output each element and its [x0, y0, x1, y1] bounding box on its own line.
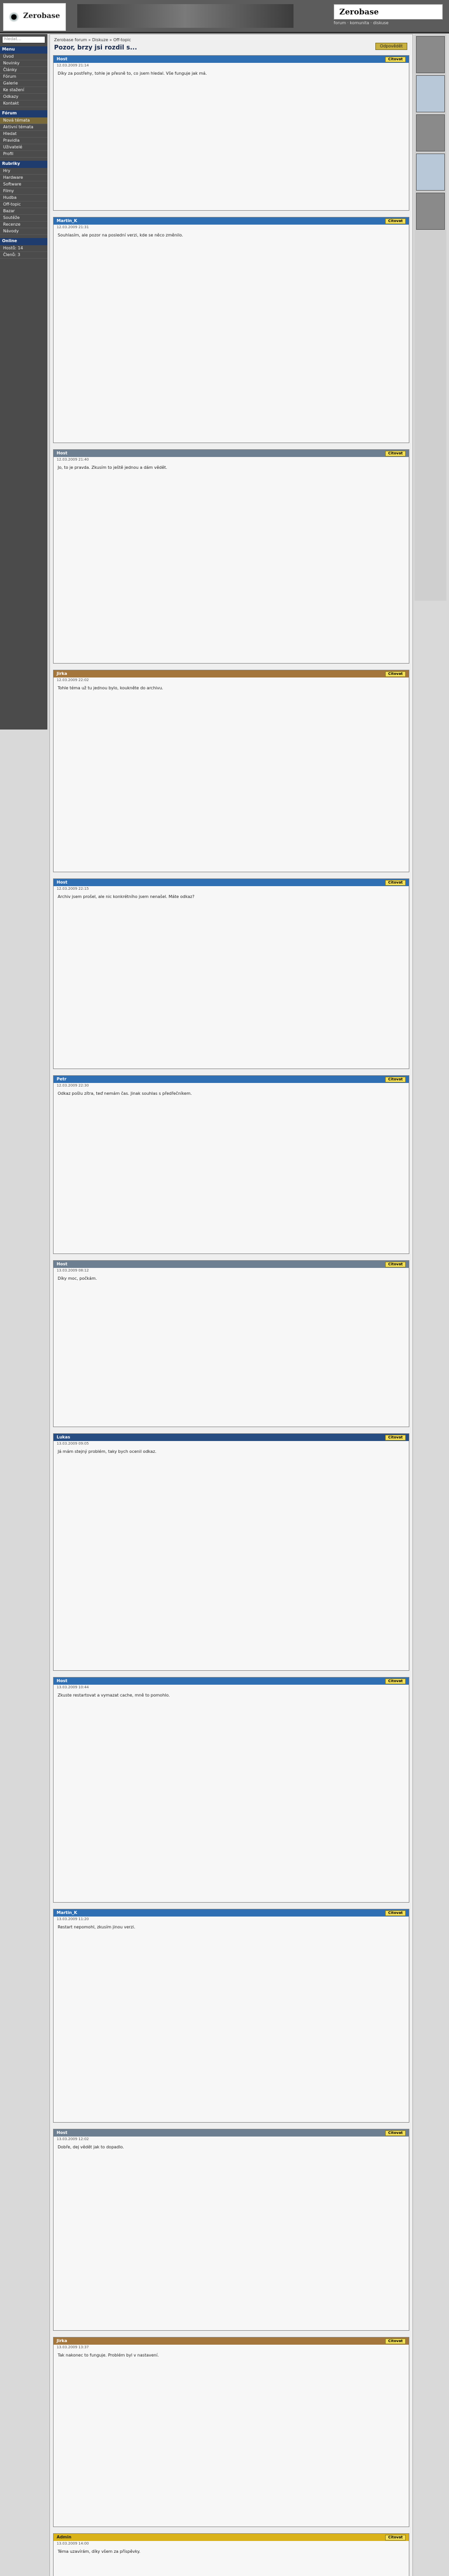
nav-section-title: Fórum — [0, 110, 47, 117]
nav-item[interactable]: Fórum — [0, 74, 47, 80]
post-header — [54, 1434, 409, 1441]
post-text: Archiv jsem prošel, ale nic konkrétního jsem nenašel. Máte odkaz? — [58, 894, 195, 899]
nav-item[interactable]: Recenze — [0, 222, 47, 228]
post-author[interactable]: Martin_K — [57, 218, 77, 223]
forum-post — [53, 1909, 409, 2123]
quote-button[interactable]: Citovat — [385, 1262, 406, 1267]
quote-button[interactable]: Citovat — [385, 2338, 406, 2344]
quote-button[interactable]: Citovat — [385, 1077, 406, 1082]
post-date: 13.03.2009 13:37 — [57, 2345, 89, 2349]
nav-item[interactable]: Články — [0, 67, 47, 74]
post-author[interactable]: Host — [57, 2130, 67, 2135]
quote-button[interactable]: Citovat — [385, 880, 406, 886]
sidebar-banner[interactable] — [416, 75, 445, 112]
post-date: 12.03.2009 21:40 — [57, 457, 89, 462]
forum-post — [53, 2533, 409, 2576]
left-navigation — [0, 34, 47, 730]
forum-post — [53, 55, 409, 211]
nav-section-title: Rubriky — [0, 161, 47, 168]
brand-subtitle: forum · komunita · diskuse — [334, 21, 389, 25]
post-text: Restart nepomohl, zkusím jinou verzi. — [58, 1925, 135, 1929]
forum-post — [53, 1075, 409, 1254]
forum-post — [53, 1433, 409, 1671]
nav-item[interactable]: Ke stažení — [0, 87, 47, 94]
search-input[interactable]: hledat… — [2, 36, 45, 43]
sidebar-banner[interactable] — [416, 154, 445, 191]
post-header — [54, 217, 409, 225]
forum-post — [53, 670, 409, 872]
nav-item[interactable]: Hostů: 14 — [0, 245, 47, 252]
nav-item[interactable]: Aktivní témata — [0, 124, 47, 131]
breadcrumb[interactable]: Zerobase forum » Diskuze » Off-topic — [54, 38, 131, 42]
nav-item[interactable]: Uživatelé — [0, 144, 47, 151]
post-author[interactable]: Host — [57, 57, 67, 61]
post-date: 13.03.2009 08:12 — [57, 1268, 89, 1273]
post-text: Díky moc, počkám. — [58, 1276, 97, 1281]
nav-section-title: Online — [0, 238, 47, 245]
page-title: Pozor, brzy jsi rozdil s... — [54, 44, 137, 51]
post-text: Já mám stejný problém, taky bych ocenil odkaz. — [58, 1449, 157, 1454]
eye-logo-icon — [8, 11, 20, 23]
post-date: 12.03.2009 22:02 — [57, 678, 89, 682]
quote-button[interactable]: Citovat — [385, 451, 406, 456]
sidebar-banner[interactable] — [416, 193, 445, 230]
post-header — [54, 879, 409, 886]
post-author[interactable]: Jirka — [57, 671, 67, 676]
quote-button[interactable]: Citovat — [385, 218, 406, 224]
forum-post — [53, 1260, 409, 1427]
post-header — [54, 450, 409, 457]
post-author[interactable]: Lukas — [57, 1435, 71, 1439]
reply-button[interactable]: Odpovědět — [375, 43, 407, 50]
nav-item[interactable]: Kontakt — [0, 100, 47, 107]
post-date: 12.03.2009 21:31 — [57, 225, 89, 229]
nav-item[interactable]: Hudba — [0, 195, 47, 201]
post-date: 13.03.2009 14:00 — [57, 2541, 89, 2546]
nav-item[interactable]: Galerie — [0, 80, 47, 87]
post-text: Jo, to je pravda. Zkusím to ještě jednou a dám vědět. — [58, 465, 167, 470]
right-sidebar — [415, 34, 446, 601]
nav-item[interactable]: Software — [0, 181, 47, 188]
post-date: 13.03.2009 12:02 — [57, 2137, 89, 2141]
post-author[interactable]: Martin_K — [57, 1910, 77, 1915]
post-header — [54, 2129, 409, 2137]
nav-item[interactable]: Off-topic — [0, 201, 47, 208]
nav-item[interactable]: Návody — [0, 228, 47, 235]
quote-button[interactable]: Citovat — [385, 1910, 406, 1916]
forum-post — [53, 1677, 409, 1903]
sidebar-banner[interactable] — [416, 36, 445, 73]
forum-post — [53, 878, 409, 1069]
nav-item[interactable]: Hardware — [0, 175, 47, 181]
post-text: Souhlasím, ale pozor na poslední verzi, kde se něco změnilo. — [58, 233, 183, 238]
forum-post — [53, 217, 409, 443]
post-date: 12.03.2009 22:30 — [57, 1083, 89, 1088]
nav-item[interactable]: Členů: 3 — [0, 252, 47, 259]
site-logo[interactable] — [3, 3, 66, 31]
post-text: Dobře, dej vědět jak to dopadlo. — [58, 2145, 124, 2149]
nav-item[interactable]: Nová témata — [0, 117, 47, 124]
nav-item[interactable]: Úvod — [0, 54, 47, 60]
post-text: Téma uzavírám, díky všem za příspěvky. — [58, 2549, 141, 2554]
quote-button[interactable]: Citovat — [385, 2535, 406, 2540]
post-header — [54, 670, 409, 677]
nav-item[interactable]: Profil — [0, 151, 47, 158]
post-date: 12.03.2009 22:15 — [57, 887, 89, 891]
logo-text: Zerobase — [23, 12, 60, 20]
post-date: 13.03.2009 09:05 — [57, 1442, 89, 1446]
post-header — [54, 1677, 409, 1685]
post-author[interactable]: Jirka — [57, 2338, 67, 2343]
nav-sections — [0, 46, 47, 259]
nav-item[interactable]: Hledat — [0, 131, 47, 138]
sidebar-banner[interactable] — [416, 114, 445, 151]
forum-post — [53, 2337, 409, 2527]
post-header — [54, 1261, 409, 1268]
post-author[interactable]: Host — [57, 1679, 67, 1683]
post-author[interactable]: Host — [57, 1262, 67, 1266]
nav-item[interactable]: Soutěže — [0, 215, 47, 222]
quote-button[interactable]: Citovat — [385, 1435, 406, 1440]
post-text: Zkuste restartovat a vymazat cache, mně to pomohlo. — [58, 1693, 170, 1698]
post-author[interactable]: Host — [57, 451, 67, 455]
post-header — [54, 1909, 409, 1917]
quote-button[interactable]: Citovat — [385, 671, 406, 677]
post-text: Tak nakonec to funguje. Problém byl v nastavení. — [58, 2353, 159, 2358]
nav-item[interactable]: Pravidla — [0, 138, 47, 144]
forum-post — [53, 2129, 409, 2331]
post-author[interactable]: Host — [57, 880, 67, 885]
nav-item[interactable]: Odkazy — [0, 94, 47, 100]
post-text: Díky za postřehy, tohle je přesně to, co jsem hledal. Vše funguje jak má. — [58, 71, 207, 76]
post-author[interactable]: Admin — [57, 2535, 72, 2539]
nav-item[interactable]: Bazar — [0, 208, 47, 215]
forum-post — [53, 449, 409, 664]
post-header — [54, 56, 409, 63]
post-text: Tohle téma už tu jednou bylo, koukněte do archivu. — [58, 686, 163, 690]
post-date: 13.03.2009 11:20 — [57, 1917, 89, 1921]
nav-section-title: Menu — [0, 46, 47, 54]
quote-button[interactable]: Citovat — [385, 1679, 406, 1684]
main-content — [49, 34, 413, 2576]
brand-box[interactable] — [334, 4, 443, 20]
nav-item[interactable]: Hry — [0, 168, 47, 175]
header-banner — [77, 4, 293, 28]
post-header — [54, 2534, 409, 2541]
post-header — [54, 1076, 409, 1083]
post-date: 13.03.2009 10:44 — [57, 1685, 89, 1689]
quote-button[interactable]: Citovat — [385, 57, 406, 62]
header — [0, 0, 449, 33]
quote-button[interactable]: Citovat — [385, 2130, 406, 2136]
post-date: 12.03.2009 21:14 — [57, 63, 89, 67]
post-author[interactable]: Petr — [57, 1077, 67, 1081]
nav-item[interactable]: Novinky — [0, 60, 47, 67]
nav-item[interactable]: Filmy — [0, 188, 47, 195]
post-header — [54, 2337, 409, 2345]
brand-name: Zerobase — [339, 7, 379, 16]
post-text: Odkaz pošlu zítra, teď nemám čas. Jinak souhlas s předřečníkem. — [58, 1091, 192, 1096]
